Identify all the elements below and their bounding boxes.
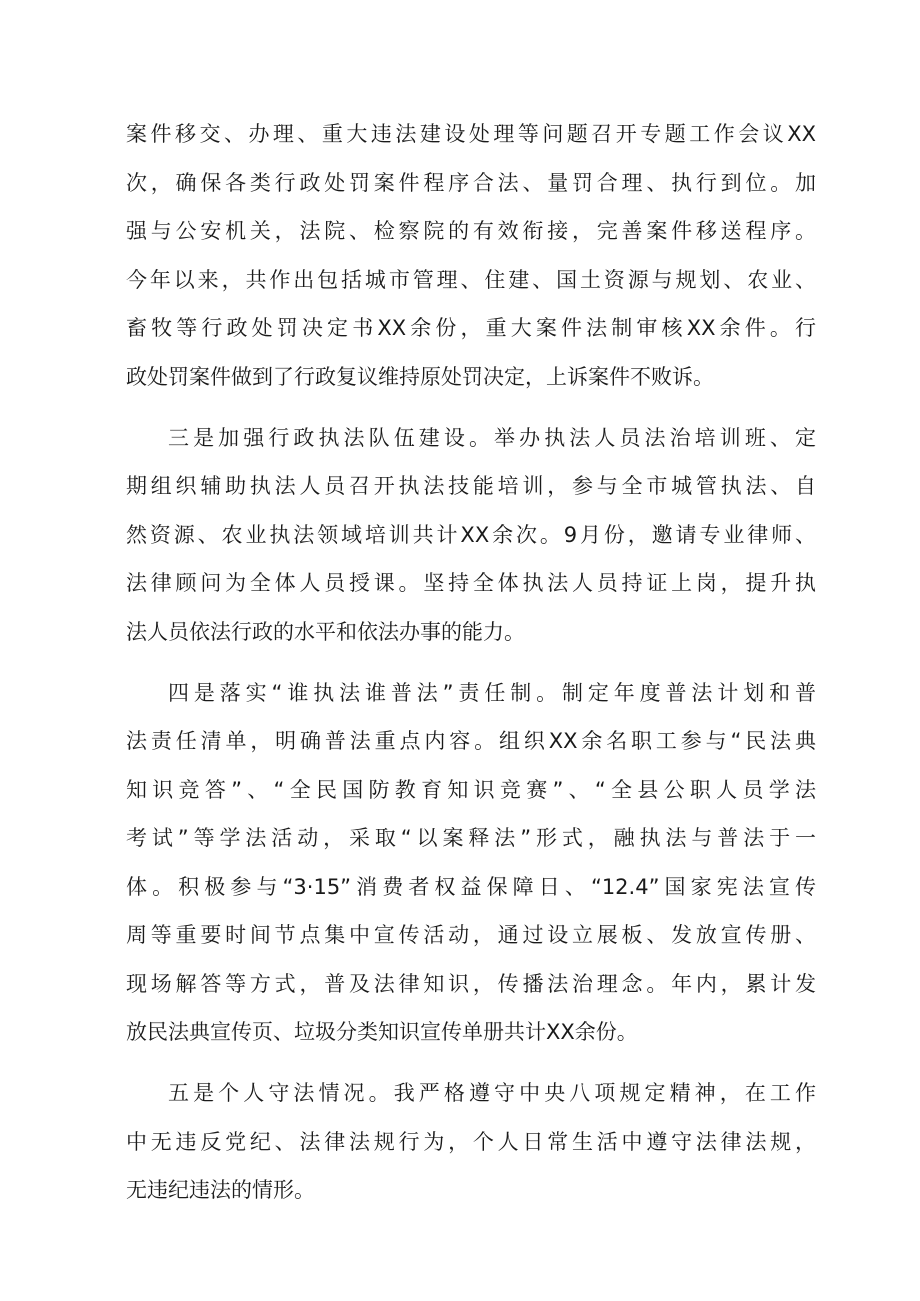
paragraph-personal-compliance [126,1069,816,1215]
text-line: 周等重要时间节点集中宣传活动，通过设立展板、发放宣传册、 [126,923,816,947]
text-line: 今年以来，共作出包括城市管理、住建、国土资源与规划、农业、 [126,267,816,292]
text-line: 畜牧等行政处罚决定书XX余份，重大案件法制审核XX余件。行 [126,316,816,340]
text-line: 中无违反党纪、法律法规行为，个人日常生活中遵守法律法规， [126,1129,816,1154]
text-line: 五是个人守法情况。我严格遵守中央八项规定精神，在工作 [168,1081,816,1105]
text-line: 体。积极参与“3·15”消费者权益保障日、“12.4”国家宪法宣传 [126,874,817,899]
text-line: 次，确保各类行政处罚案件程序合法、量罚合理、执行到位。加 [126,170,816,195]
paragraph-team-building [126,414,816,657]
text-line: 四是落实“谁执法谁普法”责任制。制定年度普法计划和普 [168,680,816,705]
text-line: 强与公安机关，法院、检察院的有效衔接，完善案件移送程序。 [126,219,816,243]
text-line: 法责任清单，明确普法重点内容。组织XX余名职工参与“民法典 [126,729,816,753]
paragraph-case-handling [126,110,816,401]
text-line: 三是加强行政执法队伍建设。举办执法人员法治培训班、定 [168,425,816,450]
document-body [126,110,816,1215]
paragraph-law-popularization [126,669,816,1057]
text-line: 政处罚案件做到了行政复议维持原处罚决定，上诉案件不败诉。 [126,364,714,389]
text-line: 法律顾问为全体人员授课。坚持全体执法人员持证上岗，提升执 [126,571,816,595]
text-line: 放民法典宣传页、垃圾分类知识宣传单册共计XX余份。 [126,1020,638,1044]
text-line: 法人员依法行政的水平和依法办事的能力。 [126,619,525,644]
text-line: 知识竞答”、“全民国防教育知识竞赛”、“全县公职人员学法 [126,777,816,802]
text-line: 期组织辅助执法人员召开执法技能培训，参与全市城管执法、自 [126,474,816,498]
text-line: 案件移交、办理、重大违法建设处理等问题召开专题工作会议XX [126,122,816,146]
text-line: 然资源、农业执法领域培训共计XX余次。9月份，邀请专业律师、 [126,522,816,547]
text-line: 现场解答等方式，普及法律知识，传播法治理念。年内，累计发 [126,971,816,996]
text-line: 无违纪违法的情形。 [126,1178,315,1202]
text-line: 考试”等学法活动，采取“以案释法”形式，融执法与普法于一 [126,826,816,850]
